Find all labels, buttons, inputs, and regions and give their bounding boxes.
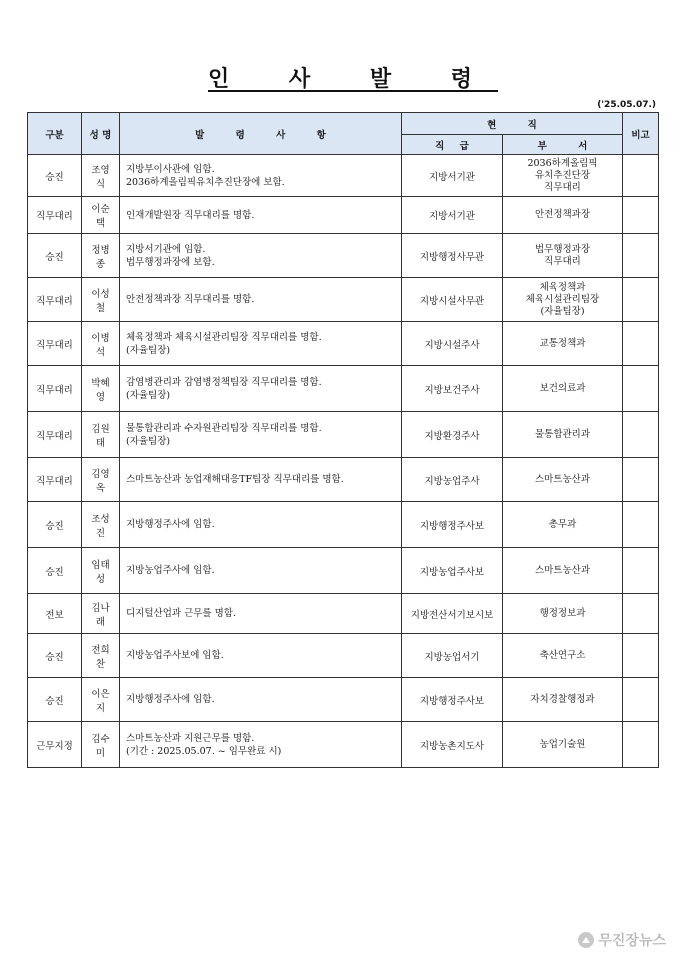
grade-cell: 지방행정주사보 [402, 502, 503, 548]
grade-cell: 지방시설주사 [402, 322, 503, 366]
dept-cell [503, 197, 623, 234]
table-row [28, 594, 659, 634]
cell-line: 스마트농산과 [534, 564, 591, 576]
category-cell: 근무지정 [28, 722, 82, 768]
remark-cell [623, 234, 659, 278]
category-cell: 직무대리 [28, 458, 82, 502]
name-cell: 김영옥 [82, 458, 120, 502]
order-cell [120, 322, 402, 366]
order-cell [120, 458, 402, 502]
header-current: 현 직 [402, 113, 623, 135]
name-cell: 전희찬 [82, 634, 120, 678]
category-cell: 직무대리 [28, 366, 82, 412]
order-cell [120, 594, 402, 634]
remark-cell [623, 634, 659, 678]
news-logo-icon [578, 932, 594, 948]
cell-line: (자율팀장) [126, 435, 171, 447]
remark-cell [623, 458, 659, 502]
grade-cell: 지방보건주사 [402, 366, 503, 412]
cell-line: 축산연구소 [539, 649, 586, 661]
cell-line: 체육시설관리팀장 [525, 293, 600, 305]
dept-cell [503, 548, 623, 594]
remark-cell [623, 322, 659, 366]
table-row [28, 412, 659, 458]
name-cell: 이병석 [82, 322, 120, 366]
header-dept: 부 서 [503, 135, 623, 155]
grade-cell: 지방농업서기 [402, 634, 503, 678]
cell-line: 자치경찰행정과 [530, 693, 595, 705]
name-cell: 이은지 [82, 678, 120, 722]
name-cell: 임태성 [82, 548, 120, 594]
cell-line: 지방농업주사에 임함. [126, 565, 215, 576]
name-cell: 조성진 [82, 502, 120, 548]
dept-cell [503, 594, 623, 634]
dept-cell [503, 155, 623, 197]
order-cell [120, 412, 402, 458]
remark-cell [623, 366, 659, 412]
dept-cell [503, 412, 623, 458]
category-cell: 승진 [28, 502, 82, 548]
table-row [28, 548, 659, 594]
category-cell: 승진 [28, 234, 82, 278]
personnel-table [27, 112, 659, 768]
name-cell: 정병종 [82, 234, 120, 278]
dept-cell [503, 278, 623, 322]
category-cell: 직무대리 [28, 197, 82, 234]
cell-line: (자율팀장) [540, 305, 585, 317]
remark-cell [623, 155, 659, 197]
cell-line: 지방행정주사에 임함. [126, 519, 215, 530]
order-cell [120, 722, 402, 768]
category-cell: 승진 [28, 634, 82, 678]
dept-cell [503, 322, 623, 366]
cell-line: 교통정책과 [539, 337, 586, 349]
grade-cell: 지방환경주사 [402, 412, 503, 458]
table-row [28, 366, 659, 412]
remark-cell [623, 278, 659, 322]
watermark [578, 930, 666, 950]
cell-line: 물통합관리과 수자원관리팀장 직무대리를 명함. [126, 422, 322, 434]
grade-cell: 지방전산서기보시보 [402, 594, 503, 634]
cell-line: 스마트농산과 [534, 473, 591, 485]
cell-line: 총무과 [548, 518, 577, 530]
name-cell: 이순택 [82, 197, 120, 234]
cell-line: 2036하계올림픽유치추진단장에 보함. [126, 176, 285, 188]
name-cell: 김원태 [82, 412, 120, 458]
table-row [28, 197, 659, 234]
cell-line: (자율팀장) [126, 344, 171, 356]
grade-cell: 지방시설사무관 [402, 278, 503, 322]
dept-cell [503, 458, 623, 502]
remark-cell [623, 197, 659, 234]
cell-line: 행정정보과 [539, 607, 586, 619]
category-cell: 승진 [28, 548, 82, 594]
grade-cell: 지방서기관 [402, 155, 503, 197]
cell-line: (기간 : 2025.05.07. ~ 임무완료 시) [126, 745, 282, 757]
remark-cell [623, 502, 659, 548]
cell-line: 안전정책과장 [534, 209, 591, 220]
order-cell [120, 234, 402, 278]
dept-cell [503, 722, 623, 768]
table-row [28, 322, 659, 366]
grade-cell: 지방행정사무관 [402, 234, 503, 278]
dept-cell [503, 678, 623, 722]
table-row [28, 458, 659, 502]
cell-line: 지방행정주사에 임함. [126, 694, 215, 705]
grade-cell: 지방서기관 [402, 197, 503, 234]
name-cell: 김나래 [82, 594, 120, 634]
order-cell [120, 278, 402, 322]
name-cell: 이성철 [82, 278, 120, 322]
order-cell [120, 366, 402, 412]
cell-line: 체육정책과 [539, 281, 586, 293]
category-cell: 직무대리 [28, 322, 82, 366]
order-cell [120, 502, 402, 548]
order-cell [120, 634, 402, 678]
cell-line: 안전정책과장 직무대리를 명함. [126, 294, 255, 305]
remark-cell [623, 594, 659, 634]
table-row [28, 678, 659, 722]
table-row [28, 155, 659, 197]
cell-line: 법무행정과장 [534, 243, 591, 255]
header-order: 발 령 사 항 [120, 113, 402, 155]
header-category: 구분 [28, 113, 82, 155]
cell-line: 스마트농산과 지원근무를 명함. [126, 732, 255, 744]
cell-line: 지방농업주사보에 임함. [126, 650, 224, 661]
dept-cell [503, 634, 623, 678]
header-remark: 비고 [623, 113, 659, 155]
cell-line: 법무행정과장에 보함. [126, 256, 215, 268]
header-grade: 직 급 [402, 135, 503, 155]
watermark-text: 무진장뉴스 [598, 933, 666, 949]
dept-cell [503, 234, 623, 278]
cell-line: 직무대리 [544, 181, 581, 193]
cell-line: 지방부이사관에 임함. [126, 163, 215, 175]
table-body [28, 155, 659, 768]
dept-cell [503, 502, 623, 548]
table-row [28, 234, 659, 278]
table-row [28, 722, 659, 768]
grade-cell: 지방농촌지도사 [402, 722, 503, 768]
cell-line: 감염병관리과 감염병정책팀장 직무대리를 명함. [126, 376, 322, 388]
cell-line: 농업기술원 [539, 738, 586, 750]
table-row [28, 634, 659, 678]
cell-line: 체육정책과 체육시설관리팀장 직무대리를 명함. [126, 331, 322, 343]
cell-line: (자율팀장) [126, 389, 171, 401]
grade-cell: 지방농업주사보 [402, 548, 503, 594]
cell-line: 보건의료과 [539, 382, 586, 394]
cell-line: 유치추진단장 [534, 169, 591, 181]
cell-line: 직무대리 [544, 255, 581, 267]
grade-cell: 지방행정주사보 [402, 678, 503, 722]
order-cell [120, 197, 402, 234]
cell-line: 디지털산업과 근무를 명함. [126, 608, 237, 619]
category-cell: 승진 [28, 155, 82, 197]
remark-cell [623, 678, 659, 722]
dept-cell [503, 366, 623, 412]
order-cell [120, 548, 402, 594]
header-name: 성 명 [82, 113, 120, 155]
category-cell: 직무대리 [28, 278, 82, 322]
category-cell: 승진 [28, 678, 82, 722]
remark-cell [623, 722, 659, 768]
cell-line: 스마트농산과 농업재해대응TF팀장 직무대리를 명함. [126, 474, 344, 485]
table-row [28, 278, 659, 322]
announcement-date: ('25.05.07.) [597, 100, 656, 110]
order-cell [120, 155, 402, 197]
table-row [28, 502, 659, 548]
grade-cell: 지방농업주사 [402, 458, 503, 502]
order-cell [120, 678, 402, 722]
name-cell: 김수미 [82, 722, 120, 768]
name-cell: 박혜영 [82, 366, 120, 412]
remark-cell [623, 412, 659, 458]
cell-line: 2036하계올림픽 [527, 157, 598, 169]
name-cell: 조영식 [82, 155, 120, 197]
cell-line: 인재개발원장 직무대리를 명함. [126, 209, 255, 221]
category-cell: 직무대리 [28, 412, 82, 458]
page-title: 인 사 발 령 [208, 67, 498, 92]
remark-cell [623, 548, 659, 594]
cell-line: 물통합관리과 [534, 428, 591, 440]
cell-line: 지방서기관에 임함. [126, 243, 206, 255]
category-cell: 전보 [28, 594, 82, 634]
